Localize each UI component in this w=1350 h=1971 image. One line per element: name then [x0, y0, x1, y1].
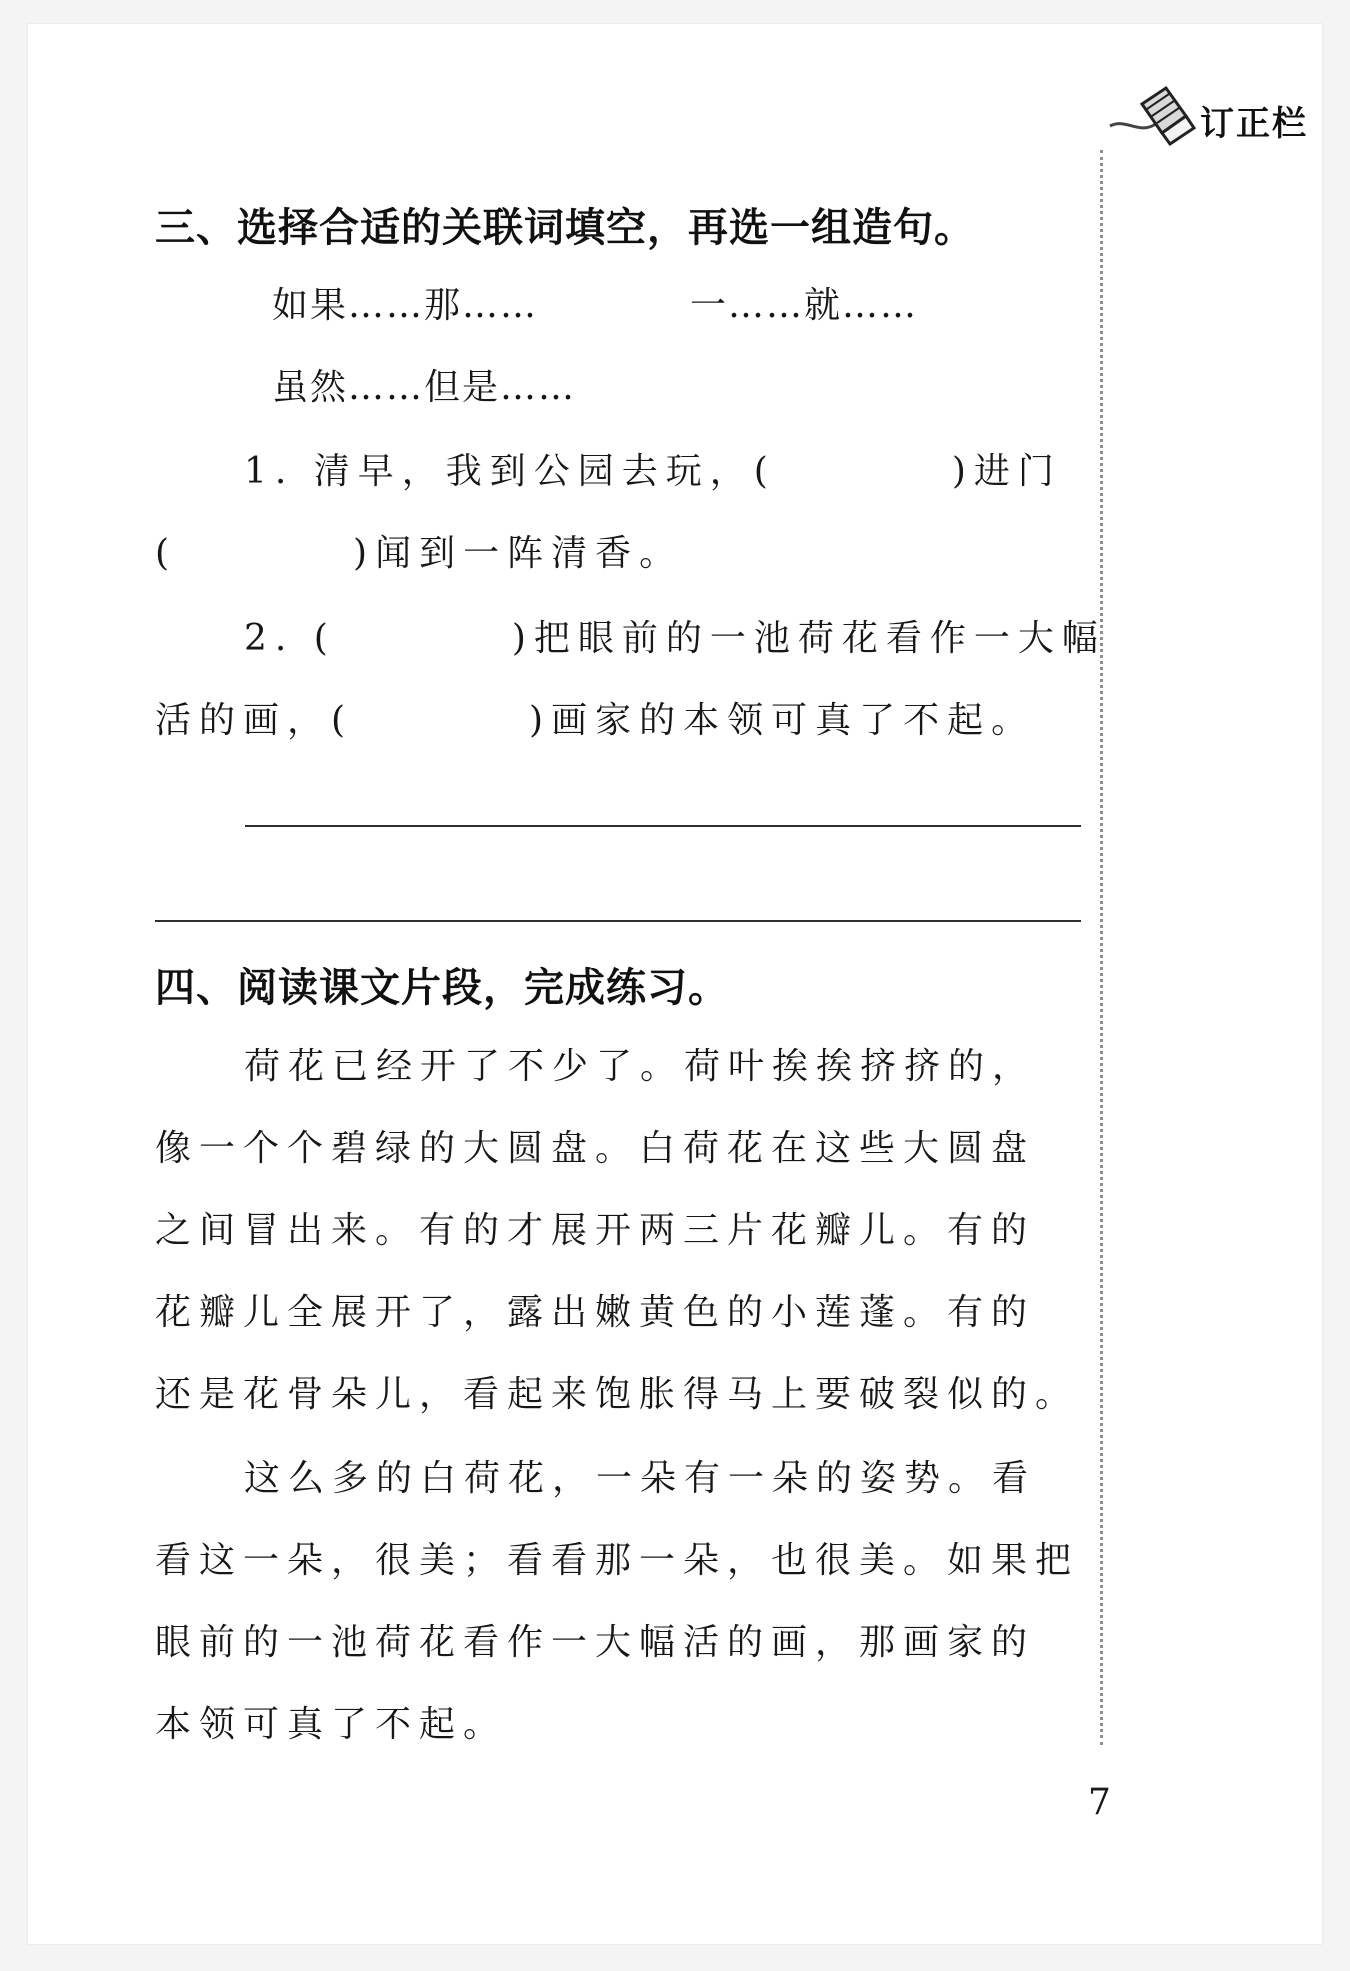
passage-line: 眼前的一池荷花看作一大幅活的画，那画家的	[155, 1622, 1036, 1663]
correction-column-divider	[1100, 150, 1103, 1745]
correction-column-header	[1108, 78, 1318, 148]
passage-line: 像一个个碧绿的大圆盘。白荷花在这些大圆盘	[155, 1128, 1036, 1169]
question-one-line-2: ( )闻到一阵清香。	[155, 533, 684, 574]
section-three-heading: 三、选择合适的关联词填空，再选一组造句。	[155, 205, 975, 251]
section-divider-line	[155, 920, 1081, 922]
conjunction-option-3: 虽然……但是……	[272, 367, 577, 408]
passage-line: 本领可真了不起。	[155, 1704, 508, 1745]
passage-line: 看这一朵，很美；看看那一朵，也很美。如果把	[155, 1540, 1080, 1581]
sentence-writing-line	[245, 825, 1081, 827]
correction-label: 订正栏	[1200, 104, 1308, 144]
question-two-line-1: 2. ( )把眼前的一池荷花看作一大幅	[244, 618, 1106, 659]
passage-line: 荷花已经开了不少了。荷叶挨挨挤挤的，	[244, 1046, 1037, 1087]
question-two-line-2: 活的画，( )画家的本领可真了不起。	[155, 700, 1036, 741]
eraser-pencil-icon	[1108, 78, 1208, 148]
section-four-heading: 四、阅读课文片段，完成练习。	[155, 965, 729, 1011]
page-number: 7	[1088, 1782, 1111, 1823]
passage-line: 花瓣儿全展开了，露出嫩黄色的小莲蓬。有的	[155, 1292, 1036, 1333]
passage-line: 这么多的白荷花，一朵有一朵的姿势。看	[244, 1458, 1037, 1499]
passage-line: 还是花骨朵儿，看起来饱胀得马上要破裂似的。	[155, 1374, 1080, 1415]
passage-line: 之间冒出来。有的才展开两三片花瓣儿。有的	[155, 1210, 1036, 1251]
conjunction-option-2: 一……就……	[690, 285, 919, 326]
question-one-line-1: 1. 清早，我到公园去玩，( )进门	[244, 451, 1062, 492]
conjunction-option-1: 如果……那……	[272, 285, 539, 326]
